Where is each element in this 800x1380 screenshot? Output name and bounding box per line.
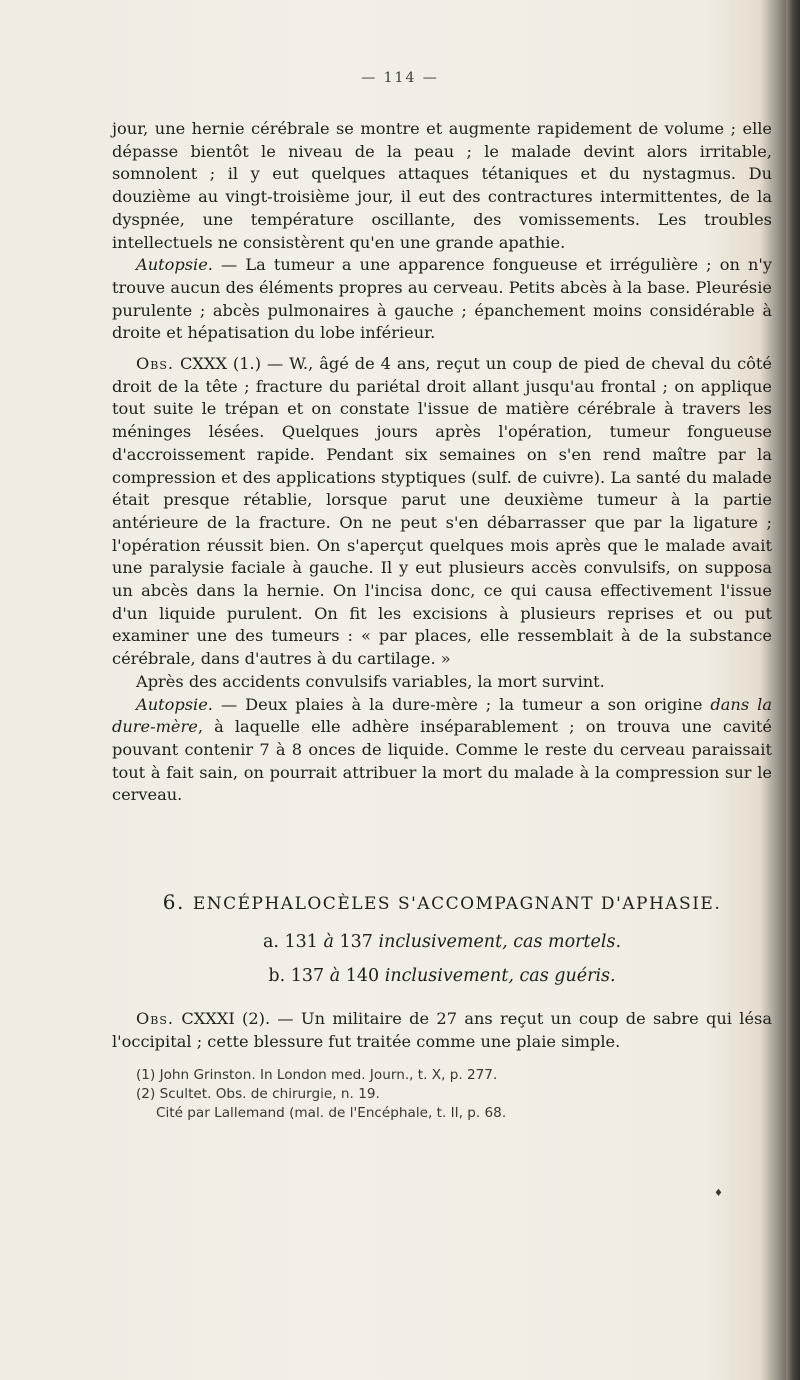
paragraph-continuation	[112, 118, 772, 254]
obs-cxxx-text: CXXX (1.) — W., âgé de 4 ans, reçut un coup de pied de cheval du côté droit de la tête ; fracture du pariétal droit allant jusqu'au frontal ; on applique tout suite le trépan et on constate l'issue de matière cérébrale à travers les méninges lésées. Quelques jours après l'opération, tumeur fongueuse d'accroissement rapide. Pendant six semaines on s'en rend maître par la compression et des applications styptiques (sulf. de cuivre). La santé du malade était presque rétablie, lorsque parut une deuxième tumeur à la partie antérieure de la fracture. On ne peut s'en débarrasser que par la ligature ; l'opération réussit bien. On s'aperçut quelques mois après que le malade avait une paralysie faciale à gauche. Il y eut plusieurs accès convulsifs, on supposa un abcès dans la hernie. On l'incisa donc, ce qui causa effectivement l'issue d'un liquide purulent. On fit les excisions à plusieurs reprises et ou put examiner une des tumeurs : « par places, elle ressemblait à de la substance cérébrale, dans d'autres à du cartilage. »	[112, 354, 772, 669]
book-binding-edge	[786, 0, 800, 1380]
obs-label: Obs.	[136, 354, 175, 374]
paragraph-obs-cxxxi	[112, 1008, 772, 1053]
autopsie-2-italic: dans la dure-mère	[112, 694, 772, 737]
section-heading	[112, 890, 772, 914]
footnotes	[112, 1066, 772, 1123]
subsection-b-text: inclusivement, cas guéris.	[384, 966, 616, 986]
footnote-2-cite: Cité par Lallemand (mal. de l'Encéphale, t. II, p. 68.	[156, 1105, 507, 1121]
subsection-a-text: inclusivement, cas mortels.	[378, 932, 622, 952]
subsection-a-end: 137	[339, 932, 373, 952]
p1-text: jour, une hernie cérébrale se montre et augmente rapidement de volume ; elle dépasse bientôt le niveau de la peau ; le malade devint alors irritable, somnolent ; il y eut quelques attaques tétaniques et du nystagmus. Du douzième au vingt-troisième jour, il eut des contractures intermittentes, de la dyspnée, une température oscillante, des vomissements. Les troubles intellectuels ne consistèrent qu'en une grande apathie.	[112, 119, 772, 252]
footnote-1: (1) John Grinston. In London med. Journ., t. X, p. 277.	[136, 1067, 498, 1083]
subsection-b-start: 137	[290, 966, 325, 986]
autopsie-label: Autopsie.	[136, 255, 213, 275]
diamond-ornament: ♦	[714, 1188, 723, 1199]
subsection-b	[112, 966, 772, 986]
paragraph-autopsie-1	[112, 254, 772, 345]
subsection-a-letter: a.	[262, 932, 279, 952]
subsection-b-end: 140	[345, 966, 380, 986]
autopsie-label-2: Autopsie.	[136, 694, 213, 714]
paragraph-mort	[112, 671, 772, 694]
autopsie-2-text-b: , à laquelle elle adhère inséparablement ; on trouva une cavité pouvant contenir 7 à 8 onces de liquide. Comme le reste du cerveau paraissait tout à fait sain, on pourrait attribuer la mort du malade à la compression sur le cerveau.	[112, 717, 772, 805]
subsection-a-conj: à	[323, 932, 334, 952]
section-title: ENCÉPHALOCÈLES S'ACCOMPAGNANT D'APHASIE.	[192, 894, 722, 914]
page-folio: — 114 —	[361, 70, 439, 86]
subsection-a	[112, 932, 772, 952]
mort-text: Après des accidents convulsifs variables, la mort survint.	[136, 671, 605, 691]
autopsie-text: — La tumeur a une apparence fongueuse et irrégulière ; on n'y trouve aucun des éléments propres au cerveau. Petits abcès à la base. Pleurésie purulente ; abcès pulmonaires à gauche ; épanchement moins considérable à droite et hépatisation du lobe inférieur.	[112, 255, 772, 343]
obs-cxxxi-label: Obs.	[136, 1009, 175, 1028]
paragraph-obs-cxxx	[112, 353, 772, 671]
section-number: 6.	[162, 890, 185, 914]
subsection-b-conj: à	[329, 966, 341, 986]
paragraph-autopsie-2	[112, 694, 772, 808]
obs-cxxxi-block	[112, 1008, 772, 1053]
main-text	[112, 118, 772, 807]
autopsie-2-text-a: — Deux plaies à la dure-mère ; la tumeur a son origine	[212, 694, 711, 714]
subsection-b-letter: b.	[268, 966, 286, 986]
footnote-2: (2) Scultet. Obs. de chirurgie, n. 19.	[136, 1086, 380, 1102]
obs-cxxxi-text: CXXXI (2). — Un militaire de 27 ans reçut un coup de sabre qui lésa l'occipital ; cette blessure fut traitée comme une plaie simple.	[112, 1009, 772, 1051]
subsection-a-start: 131	[284, 932, 318, 952]
